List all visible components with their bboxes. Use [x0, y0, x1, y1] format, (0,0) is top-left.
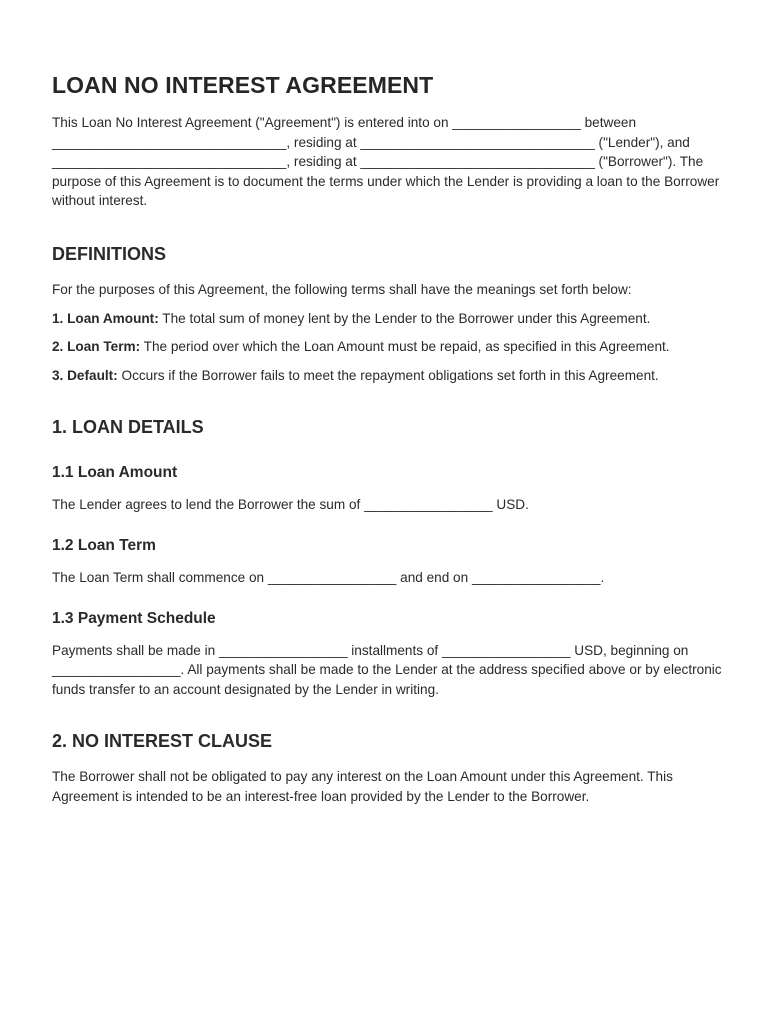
definition-text: The total sum of money lent by the Lender to the Borrower under this Agreement.	[158, 310, 651, 326]
definition-term: 3. Default:	[52, 367, 118, 383]
document-title: LOAN NO INTEREST AGREEMENT	[52, 72, 434, 98]
definition-term: 1. Loan Amount:	[52, 310, 159, 326]
loan-amount-text: The Lender agrees to lend the Borrower the sum of _________________ USD.	[52, 497, 529, 513]
definition-text: The period over which the Loan Amount must be repaid, as specified in this Agreement.	[140, 339, 670, 355]
document-page	[52, 70, 724, 807]
definitions-lead: For the purposes of this Agreement, the following terms shall have the meanings set forth below:	[52, 281, 632, 297]
payment-schedule-heading: 1.3 Payment Schedule	[52, 609, 216, 627]
loan-details-heading: 1. LOAN DETAILS	[52, 417, 204, 438]
payment-schedule-text: Payments shall be made in _________________ installments of _________________ USD, beginning on _________________. All payments shall be made to the Lender at the address specified above or by electronic funds transfer to an account designated by the Lender in writing.	[52, 642, 722, 697]
no-interest-text: The Borrower shall not be obligated to pay any interest on the Loan Amount under this Agreement. This Agreement is intended to be an interest-free loan provided by the Lender to the Borrower.	[52, 769, 673, 804]
definition-item-loan-term	[52, 337, 724, 357]
definition-item-loan-amount	[52, 309, 724, 329]
definitions-heading: DEFINITIONS	[52, 243, 167, 264]
definition-term: 2. Loan Term:	[52, 339, 141, 355]
loan-term-heading: 1.2 Loan Term	[52, 536, 156, 554]
definition-text: Occurs if the Borrower fails to meet the repayment obligations set forth in this Agreement.	[117, 367, 659, 383]
intro-paragraph: This Loan No Interest Agreement ("Agreement") is entered into on _________________ between _______________________________, residing at _______________________________ ("Lender"), and _______________________________, residing at _______________________________ ("Borrower"). The purpose of this Agreement is to document the terms under which the Lender is providing a loan to the Borrower without interest.	[52, 115, 720, 209]
loan-term-text: The Loan Term shall commence on _________________ and end on _________________.	[52, 569, 605, 585]
loan-amount-heading: 1.1 Loan Amount	[52, 464, 178, 482]
definition-item-default	[52, 366, 724, 386]
no-interest-heading: 2. NO INTEREST CLAUSE	[52, 731, 273, 752]
